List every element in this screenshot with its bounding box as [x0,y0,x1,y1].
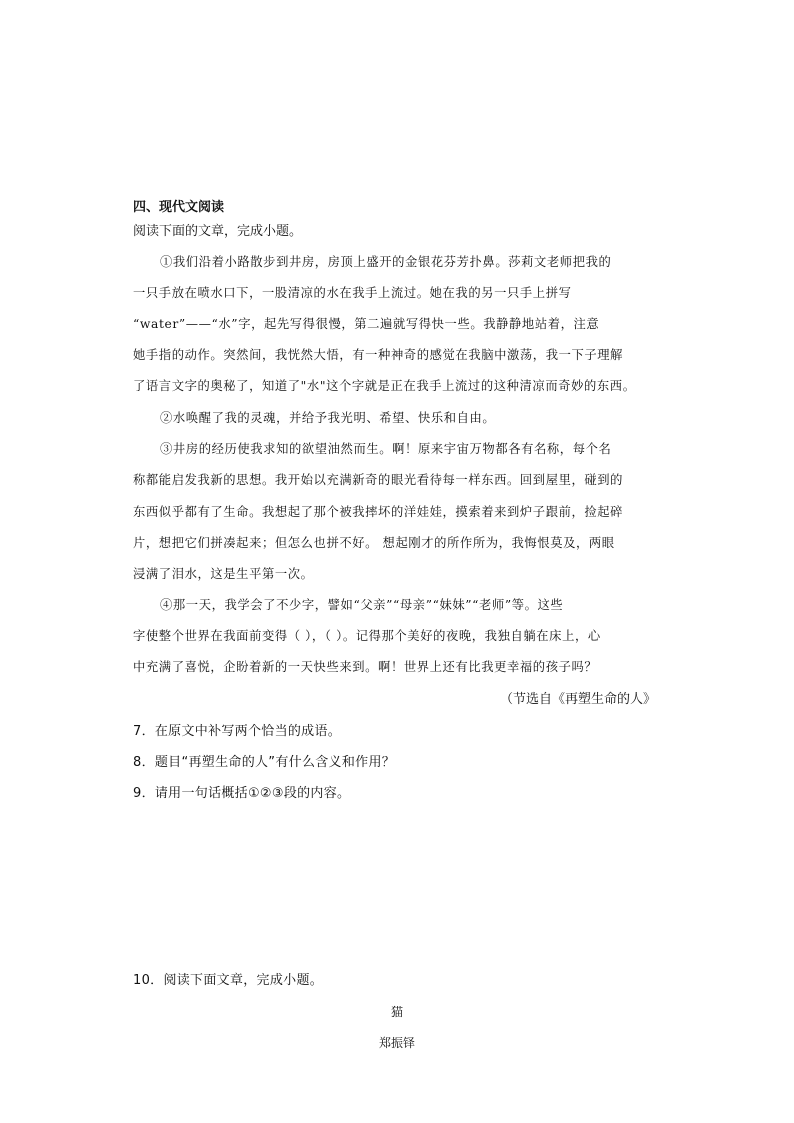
section-heading: 四、现代文阅读 [133,200,225,215]
passage-source: （节选自《再塑生命的人》 [499,692,656,707]
passage-line: ③井房的经历使我求知的欲望油然而生。啊！原来宇宙万物都各有名称，每个名 [160,442,612,456]
question-9: 9．请用一句话概括①②③段的内容。 [133,786,351,801]
passage-line: ④那一天，我学会了不少字，譬如“父亲”“母亲”“妹妹”“老师”等。这些 [160,598,564,612]
passage-line: 她手指的动作。突然间，我恍然大悟，有一种神奇的感觉在我脑中激荡，我一下子理解 [133,348,624,362]
article-author: 郑振铎 [378,1036,415,1050]
article-title: 猫 [390,1005,403,1019]
passage-line: ②水唤醒了我的灵魂，并给予我光明、希望、快乐和自由。 [160,411,496,425]
passage-line: 片，想把它们拼凑起来；但怎么也拼不好。 想起刚才的所作所为，我悔恨莫及，两眼 [133,536,615,550]
passage-line: 中充满了喜悦，企盼着新的一天快些来到。啊！世界上还有比我更幸福的孩子吗？ [133,660,598,674]
section-instruction: 阅读下面的文章，完成小题。 [133,224,303,239]
question-7: 7．在原文中补写两个恰当的成语。 [133,724,342,739]
passage-line: 浸满了泪水，这是生平第一次。 [133,567,314,581]
question-10: 10．阅读下面文章，完成小题。 [133,973,324,988]
passage-line: 一只手放在喷水口下，一股清凉的水在我手上流过。她在我的另一只手上拼写 [133,286,572,300]
passage-line: 称都能启发我新的思想。我开始以充满新奇的眼光看待每一样东西。回到屋里，碰到的 [133,473,624,487]
passage-line: ①我们沿着小路散步到井房，房顶上盛开的金银花芬芳扑鼻。莎莉文老师把我的 [160,255,612,269]
question-8: 8．题目“再塑生命的人”有什么含义和作用？ [133,755,396,770]
passage-line: 了语言文字的奥秘了，知道了"水"这个字就是正在我手上流过的这种清凉而奇妙的东西。 [133,379,636,393]
passage-line: “water”——“水”字，起先写得很慢，第二遍就写得快一些。我静静地站着，注意 [133,317,600,331]
passage-line: 东西似乎都有了生命。我想起了那个被我摔坏的洋娃娃，摸索着来到炉子跟前，捡起碎 [133,505,624,519]
passage-line: 字使整个世界在我面前变得（ ），（ ）。记得那个美好的夜晚，我独自躺在床上，心 [133,629,601,643]
